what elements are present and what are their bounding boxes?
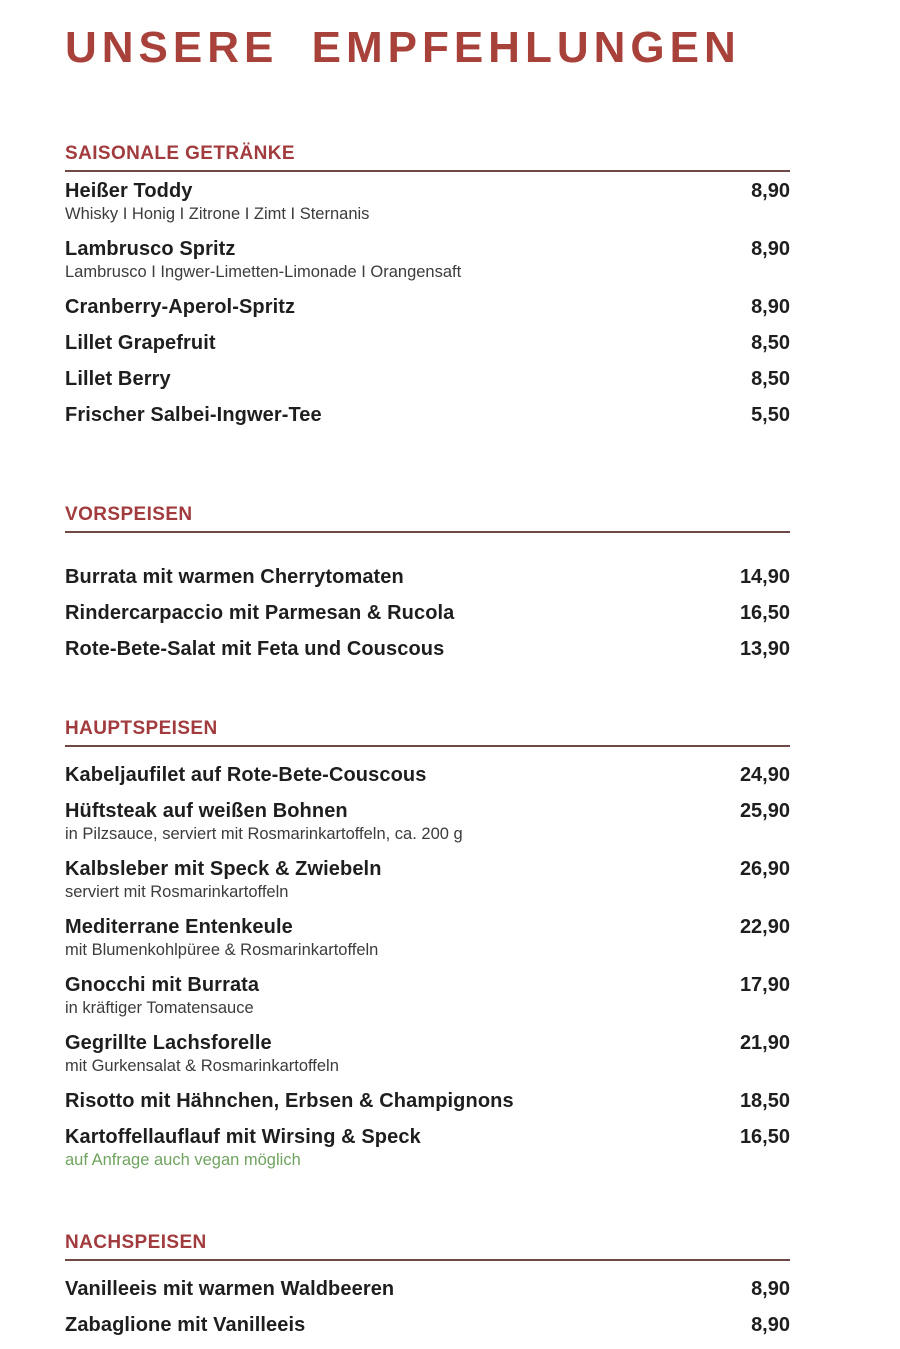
- item-description: serviert mit Rosmarinkartoffeln: [65, 883, 289, 901]
- menu-item: [65, 799, 790, 845]
- section-heading: NACHSPEISEN: [65, 1231, 790, 1261]
- item-row: [65, 1277, 790, 1301]
- item-price: 18,50: [739, 1090, 790, 1112]
- item-name: Heißer Toddy: [65, 180, 193, 202]
- section-items: [65, 747, 790, 1171]
- item-description: mit Blumenkohlpüree & Rosmarinkartoffeln: [65, 941, 379, 959]
- item-price: 16,50: [739, 602, 790, 624]
- item-name: Lillet Berry: [65, 368, 171, 390]
- item-description: Lambrusco I Ingwer-Limetten-Limonade I Orangensaft: [65, 263, 462, 281]
- item-row: [65, 601, 790, 625]
- item-price: 8,90: [751, 238, 790, 260]
- item-row: [65, 1125, 790, 1149]
- menu-item: [65, 763, 790, 787]
- menu-item: [65, 403, 790, 427]
- menu-section: [65, 717, 790, 1171]
- section-heading: HAUPTSPEISEN: [65, 717, 790, 747]
- item-row: [65, 763, 790, 787]
- section-items: [65, 1261, 790, 1337]
- item-row: [65, 915, 790, 939]
- item-price: 22,90: [739, 916, 790, 938]
- menu-item: [65, 367, 790, 391]
- menu-section: [65, 142, 790, 427]
- section-heading: VORSPEISEN: [65, 503, 790, 533]
- item-price: 8,90: [751, 1278, 790, 1300]
- item-name: Hüftsteak auf weißen Bohnen: [65, 800, 348, 822]
- menu-section: [65, 503, 790, 661]
- item-name: Frischer Salbei-Ingwer-Tee: [65, 404, 322, 426]
- item-name: Kartoffellauflauf mit Wirsing & Speck: [65, 1126, 421, 1148]
- item-price: 24,90: [739, 764, 790, 786]
- item-name: Rindercarpaccio mit Parmesan & Rucola: [65, 602, 455, 624]
- menu-item: [65, 1031, 790, 1077]
- item-description: in kräftiger Tomatensauce: [65, 999, 254, 1017]
- item-price: 16,50: [739, 1126, 790, 1148]
- menu-item: [65, 915, 790, 961]
- item-price: 14,90: [739, 566, 790, 588]
- item-row: [65, 565, 790, 589]
- menu-item: [65, 565, 790, 589]
- menu-item: [65, 1277, 790, 1301]
- item-row: [65, 857, 790, 881]
- item-row: [65, 1089, 790, 1113]
- menu-item: [65, 637, 790, 661]
- item-name: Burrata mit warmen Cherrytomaten: [65, 566, 404, 588]
- item-description: in Pilzsauce, serviert mit Rosmarinkartoffeln, ca. 200 g: [65, 825, 463, 843]
- item-row: [65, 1031, 790, 1055]
- menu-item: [65, 1313, 790, 1337]
- item-row: [65, 237, 790, 261]
- item-name: Kabeljaufilet auf Rote-Bete-Couscous: [65, 764, 427, 786]
- section-items: [65, 533, 790, 661]
- menu-item: [65, 295, 790, 319]
- item-row: [65, 1313, 790, 1337]
- item-name: Rote-Bete-Salat mit Feta und Couscous: [65, 638, 445, 660]
- item-row: [65, 799, 790, 823]
- item-name: Mediterrane Entenkeule: [65, 916, 293, 938]
- item-name: Risotto mit Hähnchen, Erbsen & Champignons: [65, 1090, 514, 1112]
- menu-item: [65, 601, 790, 625]
- item-description-vegan-note: auf Anfrage auch vegan möglich: [65, 1151, 301, 1169]
- item-name: Gnocchi mit Burrata: [65, 974, 260, 996]
- menu-sections: [65, 142, 790, 1337]
- item-price: 21,90: [739, 1032, 790, 1054]
- item-price: 13,90: [739, 638, 790, 660]
- item-price: 8,90: [751, 296, 790, 318]
- item-description: Whisky I Honig I Zitrone I Zimt I Sternanis: [65, 205, 370, 223]
- item-name: Lillet Grapefruit: [65, 332, 216, 354]
- item-name: Vanilleeis mit warmen Waldbeeren: [65, 1278, 395, 1300]
- item-row: [65, 367, 790, 391]
- item-row: [65, 403, 790, 427]
- menu-item: [65, 237, 790, 283]
- item-name: Kalbsleber mit Speck & Zwiebeln: [65, 858, 382, 880]
- item-row: [65, 295, 790, 319]
- menu-item: [65, 179, 790, 225]
- item-description: mit Gurkensalat & Rosmarinkartoffeln: [65, 1057, 339, 1075]
- menu-item: [65, 1089, 790, 1113]
- menu-item: [65, 331, 790, 355]
- item-row: [65, 331, 790, 355]
- item-name: Gegrillte Lachsforelle: [65, 1032, 272, 1054]
- item-price: 25,90: [739, 800, 790, 822]
- item-price: 8,90: [751, 1314, 790, 1336]
- item-price: 5,50: [751, 404, 790, 426]
- menu-section: [65, 1231, 790, 1337]
- section-items: [65, 172, 790, 427]
- item-name: Lambrusco Spritz: [65, 238, 236, 260]
- item-name: Cranberry-Aperol-Spritz: [65, 296, 296, 318]
- item-name: Zabaglione mit Vanilleeis: [65, 1314, 306, 1336]
- menu-item: [65, 1125, 790, 1171]
- item-row: [65, 637, 790, 661]
- item-price: 17,90: [739, 974, 790, 996]
- menu-item: [65, 973, 790, 1019]
- menu-item: [65, 857, 790, 903]
- item-price: 8,50: [751, 332, 790, 354]
- page-title: UNSERE EMPFEHLUNGEN: [65, 23, 741, 72]
- item-price: 26,90: [739, 858, 790, 880]
- section-heading: SAISONALE GETRÄNKE: [65, 142, 790, 172]
- item-price: 8,50: [751, 368, 790, 390]
- item-row: [65, 179, 790, 203]
- item-row: [65, 973, 790, 997]
- item-price: 8,90: [751, 180, 790, 202]
